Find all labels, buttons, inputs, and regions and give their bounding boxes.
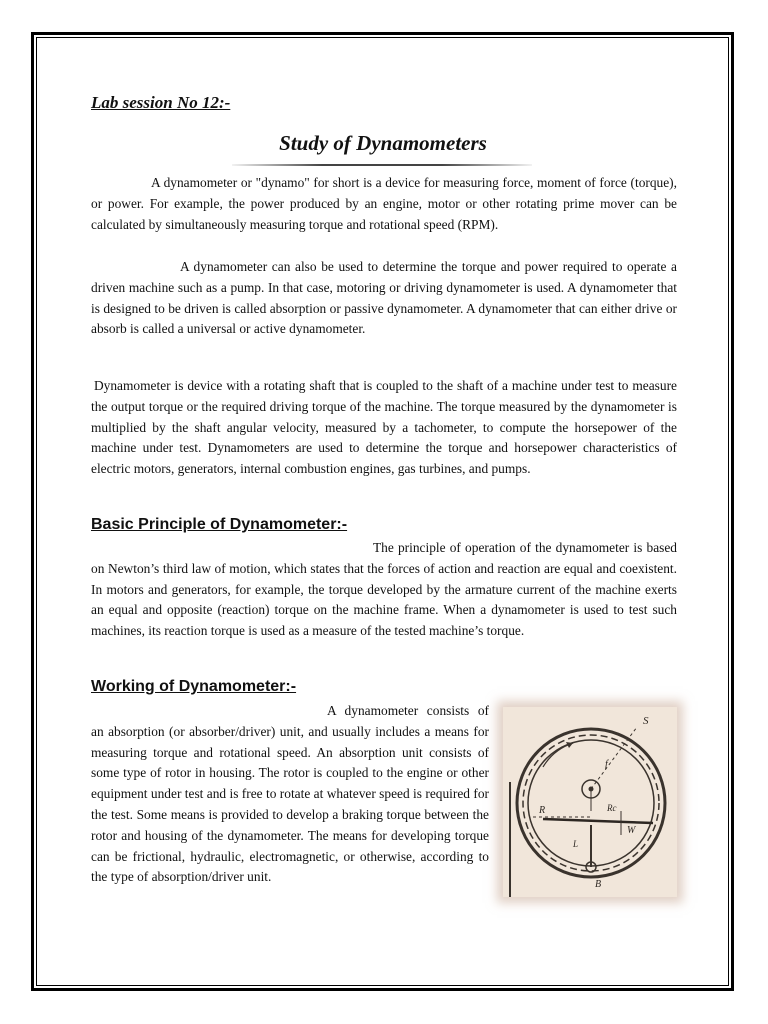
figure-label-l: L: [573, 839, 579, 849]
figure-label-b: B: [595, 879, 602, 890]
figure-label-f: f: [605, 759, 608, 770]
dynamometer-diagram: [503, 707, 677, 897]
session-label: Lab session No 12:-: [91, 93, 231, 112]
intro-paragraph-3: Dynamometer is device with a rotating shaft that is coupled to the shaft of a machine under test to measure the output torque or the required driving torque of the machine. The torque measured by the dynamometer is multiplied by the shaft angular velocity, measured by a tachometer, to compute the horsepower of the machine under test. Dynamometers are used to determine the torque and horsepower characteristics of electric motors, generators, internal combustion engines, gas turbines, and pumps.: [91, 378, 677, 477]
basic-principle-paragraph: The principle of operation of the dynamometer is based on Newton’s third law of motion, which states that the forces of action and reaction are equal and coexistent. In motors and generators, for example, the torque developed by the armature current of the machine exerts an equal and opposite (reaction) torque on the machine frame. When a dynamometer is used to test such machines, its reaction torque is used as a measure of the tested machine’s torque.: [91, 540, 677, 639]
page-title: Study of Dynamometers: [279, 131, 487, 155]
figure-label-rc: Rc: [607, 803, 617, 813]
intro-paragraph-2: A dynamometer can also be used to determine the torque and power required to operate a driven machine such as a pump. In that case, motoring or driving dynamometer is used. A dynamometer that is designed to be driven is called absorption or passive dynamometer. A dynamometer that can either drive or absorb is called a universal or active dynamometer.: [91, 259, 677, 337]
radius-line-s: [591, 727, 637, 789]
lever-arm: [543, 819, 653, 823]
working-paragraph: A dynamometer consists of an absorption (or absorber/driver) unit, and usually includes a means for measuring torque and rotational speed. An absorption unit consists of some type of rotor in housing. The rotor is coupled to the engine or other equipment under test and is free to rotate at whatever speed is required for the test. Some means is provided to develop a braking torque between the rotor and housing of the dynamometer. The means for developing torque can be frictional, hydraulic, electromagnetic, or otherwise, according to the type of absorption/driver unit.: [91, 703, 489, 885]
dynamometer-figure: [503, 707, 677, 897]
working-heading: Working of Dynamometer:-: [91, 678, 297, 695]
intro-paragraph-1: A dynamometer or "dynamo" for short is a device for measuring force, moment of force (torque), or power. For example, the power produced by an engine, motor or other rotating prime mover can be calculated by simultaneously measuring torque and rotational speed (RPM).: [91, 175, 677, 232]
basic-principle-heading: Basic Principle of Dynamometer:-: [91, 516, 348, 533]
figure-label-w: W: [627, 825, 636, 836]
figure-label-r: R: [539, 805, 546, 816]
title-underline: [232, 164, 532, 166]
figure-label-s: S: [643, 715, 649, 727]
